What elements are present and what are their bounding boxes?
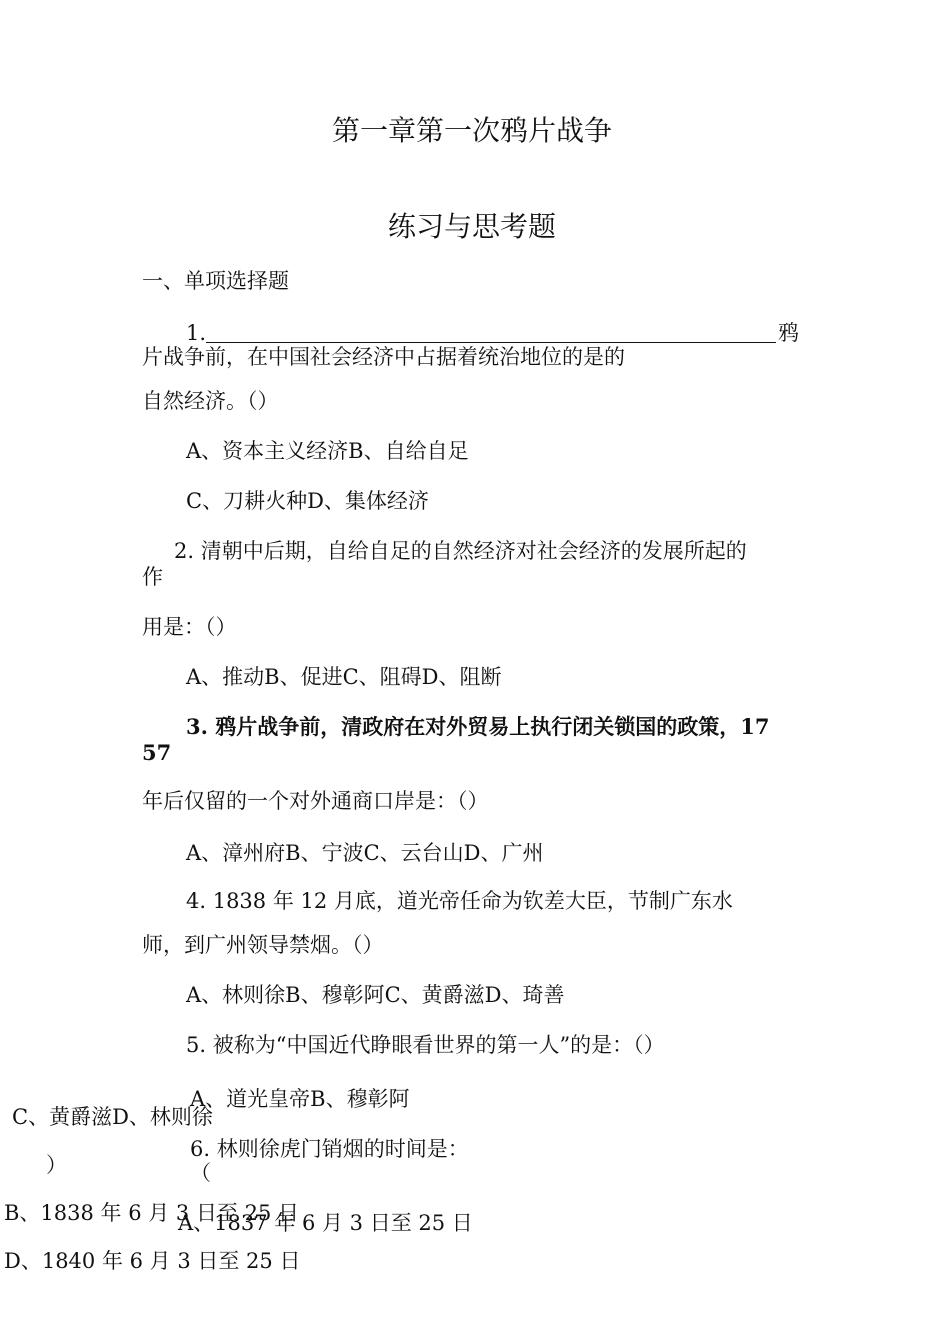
question-1-line2: 片战争前，在中国社会经济中占据着统治地位的是的 bbox=[142, 345, 625, 369]
question-2-line3: 用是：（） bbox=[142, 615, 237, 639]
question-2-options: A、推动B、促进C、阻碍D、阻断 bbox=[186, 665, 502, 689]
question-4-line2: 师，到广州领导禁烟。（） bbox=[142, 933, 384, 957]
question-6-option-a: A、1837 年 6 月 3 日至 25 日 bbox=[178, 1211, 473, 1235]
question-1-line3: 自然经济。（） bbox=[142, 389, 279, 413]
question-4-line1: 4. 1838 年 12 月底，道光帝任命为钦差大臣，节制广东水 bbox=[186, 889, 733, 913]
part-heading: 一、单项选择题 bbox=[142, 269, 289, 293]
question-1-number: 1. bbox=[186, 321, 207, 345]
question-1-blank bbox=[206, 342, 776, 343]
question-1-line1-end: 鸦 bbox=[778, 321, 799, 345]
question-2-line1: 2. 清朝中后期，自给自足的自然经济对社会经济的发展所起的 bbox=[174, 539, 747, 563]
chapter-title: 第一章第一次鸦片战争 bbox=[332, 114, 613, 147]
question-4-options: A、林则徐B、穆彰阿C、黄爵滋D、琦善 bbox=[186, 983, 565, 1007]
question-6-line1: 6. 林则徐虎门销烟的时间是： bbox=[190, 1137, 469, 1161]
question-6-open-paren: （ bbox=[190, 1161, 211, 1185]
question-5-close-paren: ） bbox=[46, 1153, 67, 1177]
question-3-line2: 57 bbox=[142, 740, 172, 765]
question-5-option-row-2: C、黄爵滋D、林则徐 bbox=[12, 1105, 213, 1129]
section-title: 练习与思考题 bbox=[388, 210, 557, 243]
question-3-options: A、漳州府B、宁波C、云台山D、广州 bbox=[186, 841, 544, 865]
question-2-line2: 作 bbox=[142, 565, 163, 589]
question-1-option-row-1: A、资本主义经济B、自给自足 bbox=[186, 439, 469, 463]
question-3-line3: 年后仅留的一个对外通商口岸是：（） bbox=[142, 789, 489, 813]
question-5-line1: 5. 被称为“中国近代睁眼看世界的第一人”的是：（） bbox=[186, 1033, 665, 1057]
question-6-option-b: B、1838 年 6 月 3 日至 25 日 bbox=[4, 1201, 300, 1225]
question-1-option-row-2: C、刀耕火种D、集体经济 bbox=[186, 489, 429, 513]
question-3-line1: 3. 鸦片战争前，清政府在对外贸易上执行闭关锁国的政策，17 bbox=[186, 714, 770, 739]
question-5-option-row-1: A、道光皇帝B、穆彰阿 bbox=[190, 1087, 410, 1111]
question-6-option-d: D、1840 年 6 月 3 日至 25 日 bbox=[4, 1249, 301, 1273]
